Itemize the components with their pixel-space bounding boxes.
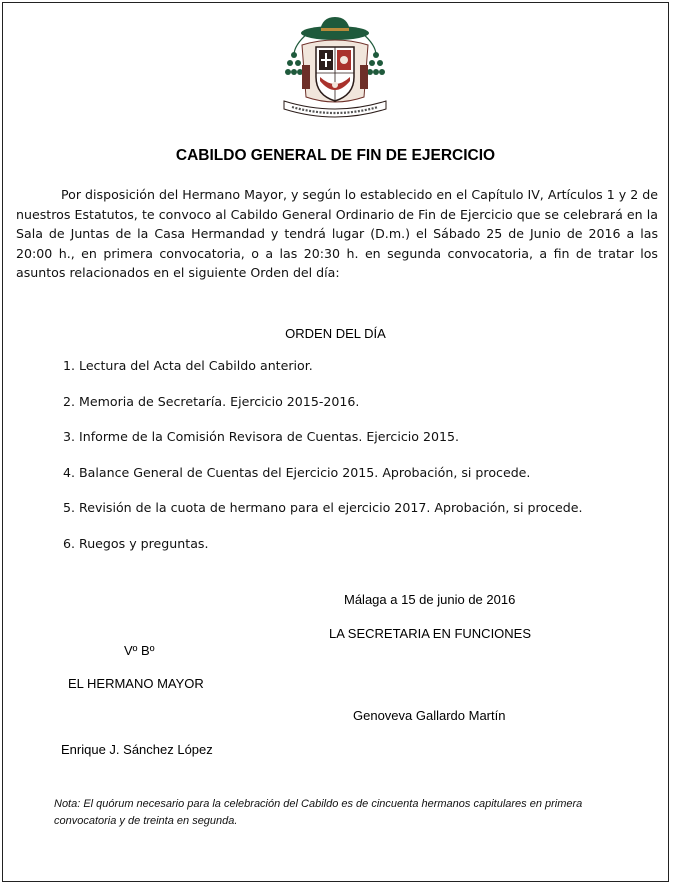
- hermano-mayor-role: EL HERMANO MAYOR: [68, 676, 204, 691]
- agenda-item: 6. Ruegos y preguntas.: [63, 535, 209, 551]
- hermano-mayor-name: Enrique J. Sánchez López: [61, 742, 213, 757]
- secretary-name: Genoveva Gallardo Martín: [353, 708, 506, 723]
- agenda-item: 2. Memoria de Secretaría. Ejercicio 2015-2016.: [63, 393, 360, 409]
- document-page: [2, 2, 669, 882]
- approval-mark: Vº Bº: [124, 643, 155, 658]
- agenda-item: 5. Revisión de la cuota de hermano para el ejercicio 2017. Aprobación, si procede.: [63, 500, 583, 516]
- place-date: Málaga a 15 de junio de 2016: [344, 592, 516, 607]
- document-title: CABILDO GENERAL DE FIN DE EJERCICIO: [175, 147, 496, 164]
- agenda-item: 1. Lectura del Acta del Cabildo anterior.: [63, 358, 313, 373]
- coat-of-arms-logo: [280, 15, 390, 123]
- quorum-note: Nota: El quórum necesario para la celebración del Cabildo es de cincuenta hermanos capitulares en primera convocatoria y de treinta en segunda.: [54, 798, 583, 827]
- convocation-text: Por disposición del Hermano Mayor, y según lo establecido en el Capítulo IV, Artículos 1 y 2 de nuestros Estatutos, te convoco al Cabildo General Ordinario de Fin de Ejercicio que se celebrará en la Sala de Juntas de la Casa Hermandad y tendrá lugar (D.m.) el Sábado 25 de Junio de 2016 a las 20:00 h., en primera convocatoria, o a las 20:30 h. en segunda convocatoria, a fin de tratar los asuntos relacionados en el siguiente Orden del día:: [16, 187, 658, 280]
- agenda-item: 4. Balance General de Cuentas del Ejercicio 2015. Aprobación, si procede.: [63, 464, 531, 480]
- secretary-role: LA SECRETARIA EN FUNCIONES: [329, 626, 532, 641]
- convocation-paragraph: [16, 185, 658, 283]
- agenda-list: [63, 357, 583, 571]
- agenda-heading: ORDEN DEL DÍA: [285, 326, 386, 341]
- agenda-item: 3. Informe de la Comisión Revisora de Cuentas. Ejercicio 2015.: [63, 429, 460, 445]
